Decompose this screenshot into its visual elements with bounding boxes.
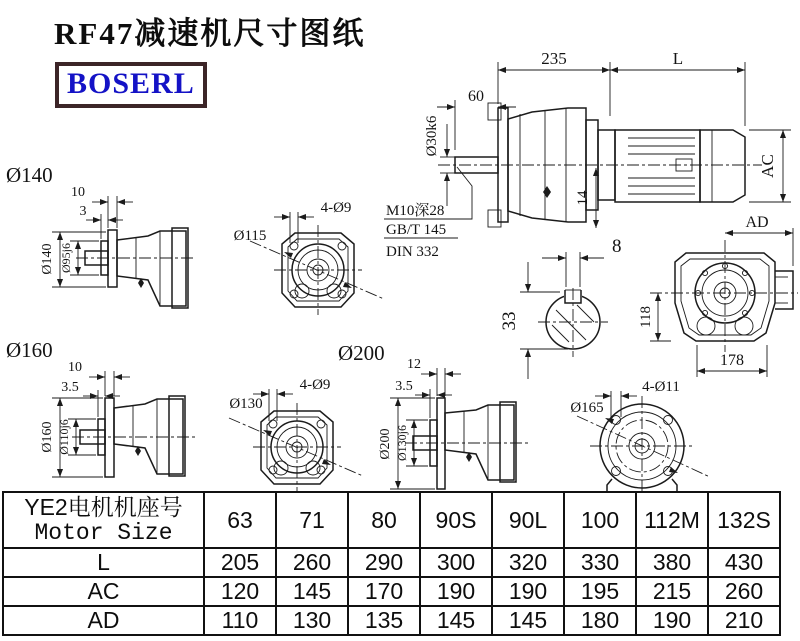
table-cell: 210 bbox=[708, 606, 780, 635]
dim-130-holes: 4-Ø9 bbox=[299, 377, 331, 393]
note-thread: M10深28 bbox=[386, 203, 445, 219]
flange160-side-view bbox=[6, 338, 196, 477]
table-cell: 290 bbox=[348, 548, 420, 577]
table-cell: 215 bbox=[636, 577, 708, 606]
dim-60: 60 bbox=[468, 88, 484, 105]
table-cell: 260 bbox=[708, 577, 780, 606]
main-side-view bbox=[384, 49, 791, 260]
dim-178: 178 bbox=[720, 352, 744, 369]
table-cell: 300 bbox=[420, 548, 492, 577]
face115-view bbox=[234, 200, 384, 315]
table-cell: 320 bbox=[492, 548, 564, 577]
page-title: RF47减速机尺寸图纸 bbox=[54, 16, 366, 51]
col-header: 63 bbox=[204, 492, 276, 548]
dim-160-35: 3.5 bbox=[61, 380, 79, 395]
col-header: 100 bbox=[564, 492, 636, 548]
dim-AD: AD bbox=[745, 214, 769, 231]
dim-160-spigot-dia: Ø110j6 bbox=[57, 419, 71, 455]
col-header: 112M bbox=[636, 492, 708, 548]
face130-view bbox=[229, 377, 363, 491]
flange200-side-view bbox=[338, 341, 528, 489]
row-label: L bbox=[3, 548, 204, 577]
dim-shaft-dia: Ø30k6 bbox=[424, 115, 440, 157]
table-cell: 205 bbox=[204, 548, 276, 577]
table-row-L bbox=[3, 548, 780, 577]
motor-size-table bbox=[2, 491, 781, 636]
dim-160-flange-dia: Ø160 bbox=[40, 421, 55, 453]
table-cell: 135 bbox=[348, 606, 420, 635]
table-row-AD bbox=[3, 606, 780, 635]
table-cell: 145 bbox=[420, 606, 492, 635]
dim-118: 118 bbox=[638, 306, 654, 328]
dim-235: 235 bbox=[541, 49, 567, 68]
dim-200-spigot-dia: Ø130j6 bbox=[395, 425, 409, 461]
table-cell: 145 bbox=[492, 606, 564, 635]
table-cell: 330 bbox=[564, 548, 636, 577]
table-header-motor-size bbox=[3, 492, 204, 548]
table-header-cn: YE2电机机座号 bbox=[24, 494, 183, 520]
table-header-en: Motor Size bbox=[34, 520, 173, 546]
table-cell: 260 bbox=[276, 548, 348, 577]
shaft-section-view bbox=[499, 236, 622, 379]
table-cell: 120 bbox=[204, 577, 276, 606]
col-header: 71 bbox=[276, 492, 348, 548]
face165-view bbox=[570, 379, 710, 492]
rear-view bbox=[638, 214, 798, 377]
table-cell: 190 bbox=[492, 577, 564, 606]
table-cell: 180 bbox=[564, 606, 636, 635]
col-header: 80 bbox=[348, 492, 420, 548]
dim-section-height: 33 bbox=[499, 311, 520, 331]
dim-key-width: 8 bbox=[612, 236, 622, 257]
dim-130-bcd: Ø130 bbox=[229, 396, 263, 412]
table-cell: 190 bbox=[420, 577, 492, 606]
view-label-140: Ø140 bbox=[6, 163, 53, 187]
dim-140-flange-dia: Ø140 bbox=[40, 243, 55, 275]
dim-14: 14 bbox=[575, 190, 591, 206]
dim-200-flange-dia: Ø200 bbox=[378, 428, 393, 460]
dim-160-10: 10 bbox=[68, 360, 82, 375]
dim-AC: AC bbox=[758, 154, 777, 178]
view-label-200: Ø200 bbox=[338, 341, 385, 365]
dim-140-spigot-dia: Ø95j6 bbox=[59, 243, 73, 273]
dim-115-bcd: Ø115 bbox=[233, 228, 267, 244]
dim-L: L bbox=[672, 49, 684, 68]
table-cell: 170 bbox=[348, 577, 420, 606]
view-label-160: Ø160 bbox=[6, 338, 53, 362]
col-header: 90S bbox=[420, 492, 492, 548]
dim-165-holes: 4-Ø11 bbox=[642, 379, 680, 395]
dim-200-12: 12 bbox=[407, 357, 421, 372]
table-cell: 195 bbox=[564, 577, 636, 606]
dim-140-10: 10 bbox=[71, 185, 85, 200]
col-header: 132S bbox=[708, 492, 780, 548]
dim-165-bcd: Ø165 bbox=[570, 400, 604, 416]
row-label: AD bbox=[3, 606, 204, 635]
table-cell: 430 bbox=[708, 548, 780, 577]
table-cell: 130 bbox=[276, 606, 348, 635]
brand-logo-text: BOSERL bbox=[67, 67, 195, 100]
flange140-side-view bbox=[6, 163, 196, 308]
table-cell: 145 bbox=[276, 577, 348, 606]
table-cell: 190 bbox=[636, 606, 708, 635]
note-din-standard: DIN 332 bbox=[386, 244, 439, 260]
dim-140-3: 3 bbox=[79, 204, 87, 219]
dim-200-35: 3.5 bbox=[395, 379, 413, 394]
col-header: 90L bbox=[492, 492, 564, 548]
table-cell: 380 bbox=[636, 548, 708, 577]
row-label: AC bbox=[3, 577, 204, 606]
table-row-AC bbox=[3, 577, 780, 606]
note-gb-standard: GB/T 145 bbox=[386, 222, 447, 238]
table-cell: 110 bbox=[204, 606, 276, 635]
dim-115-holes: 4-Ø9 bbox=[320, 200, 352, 216]
